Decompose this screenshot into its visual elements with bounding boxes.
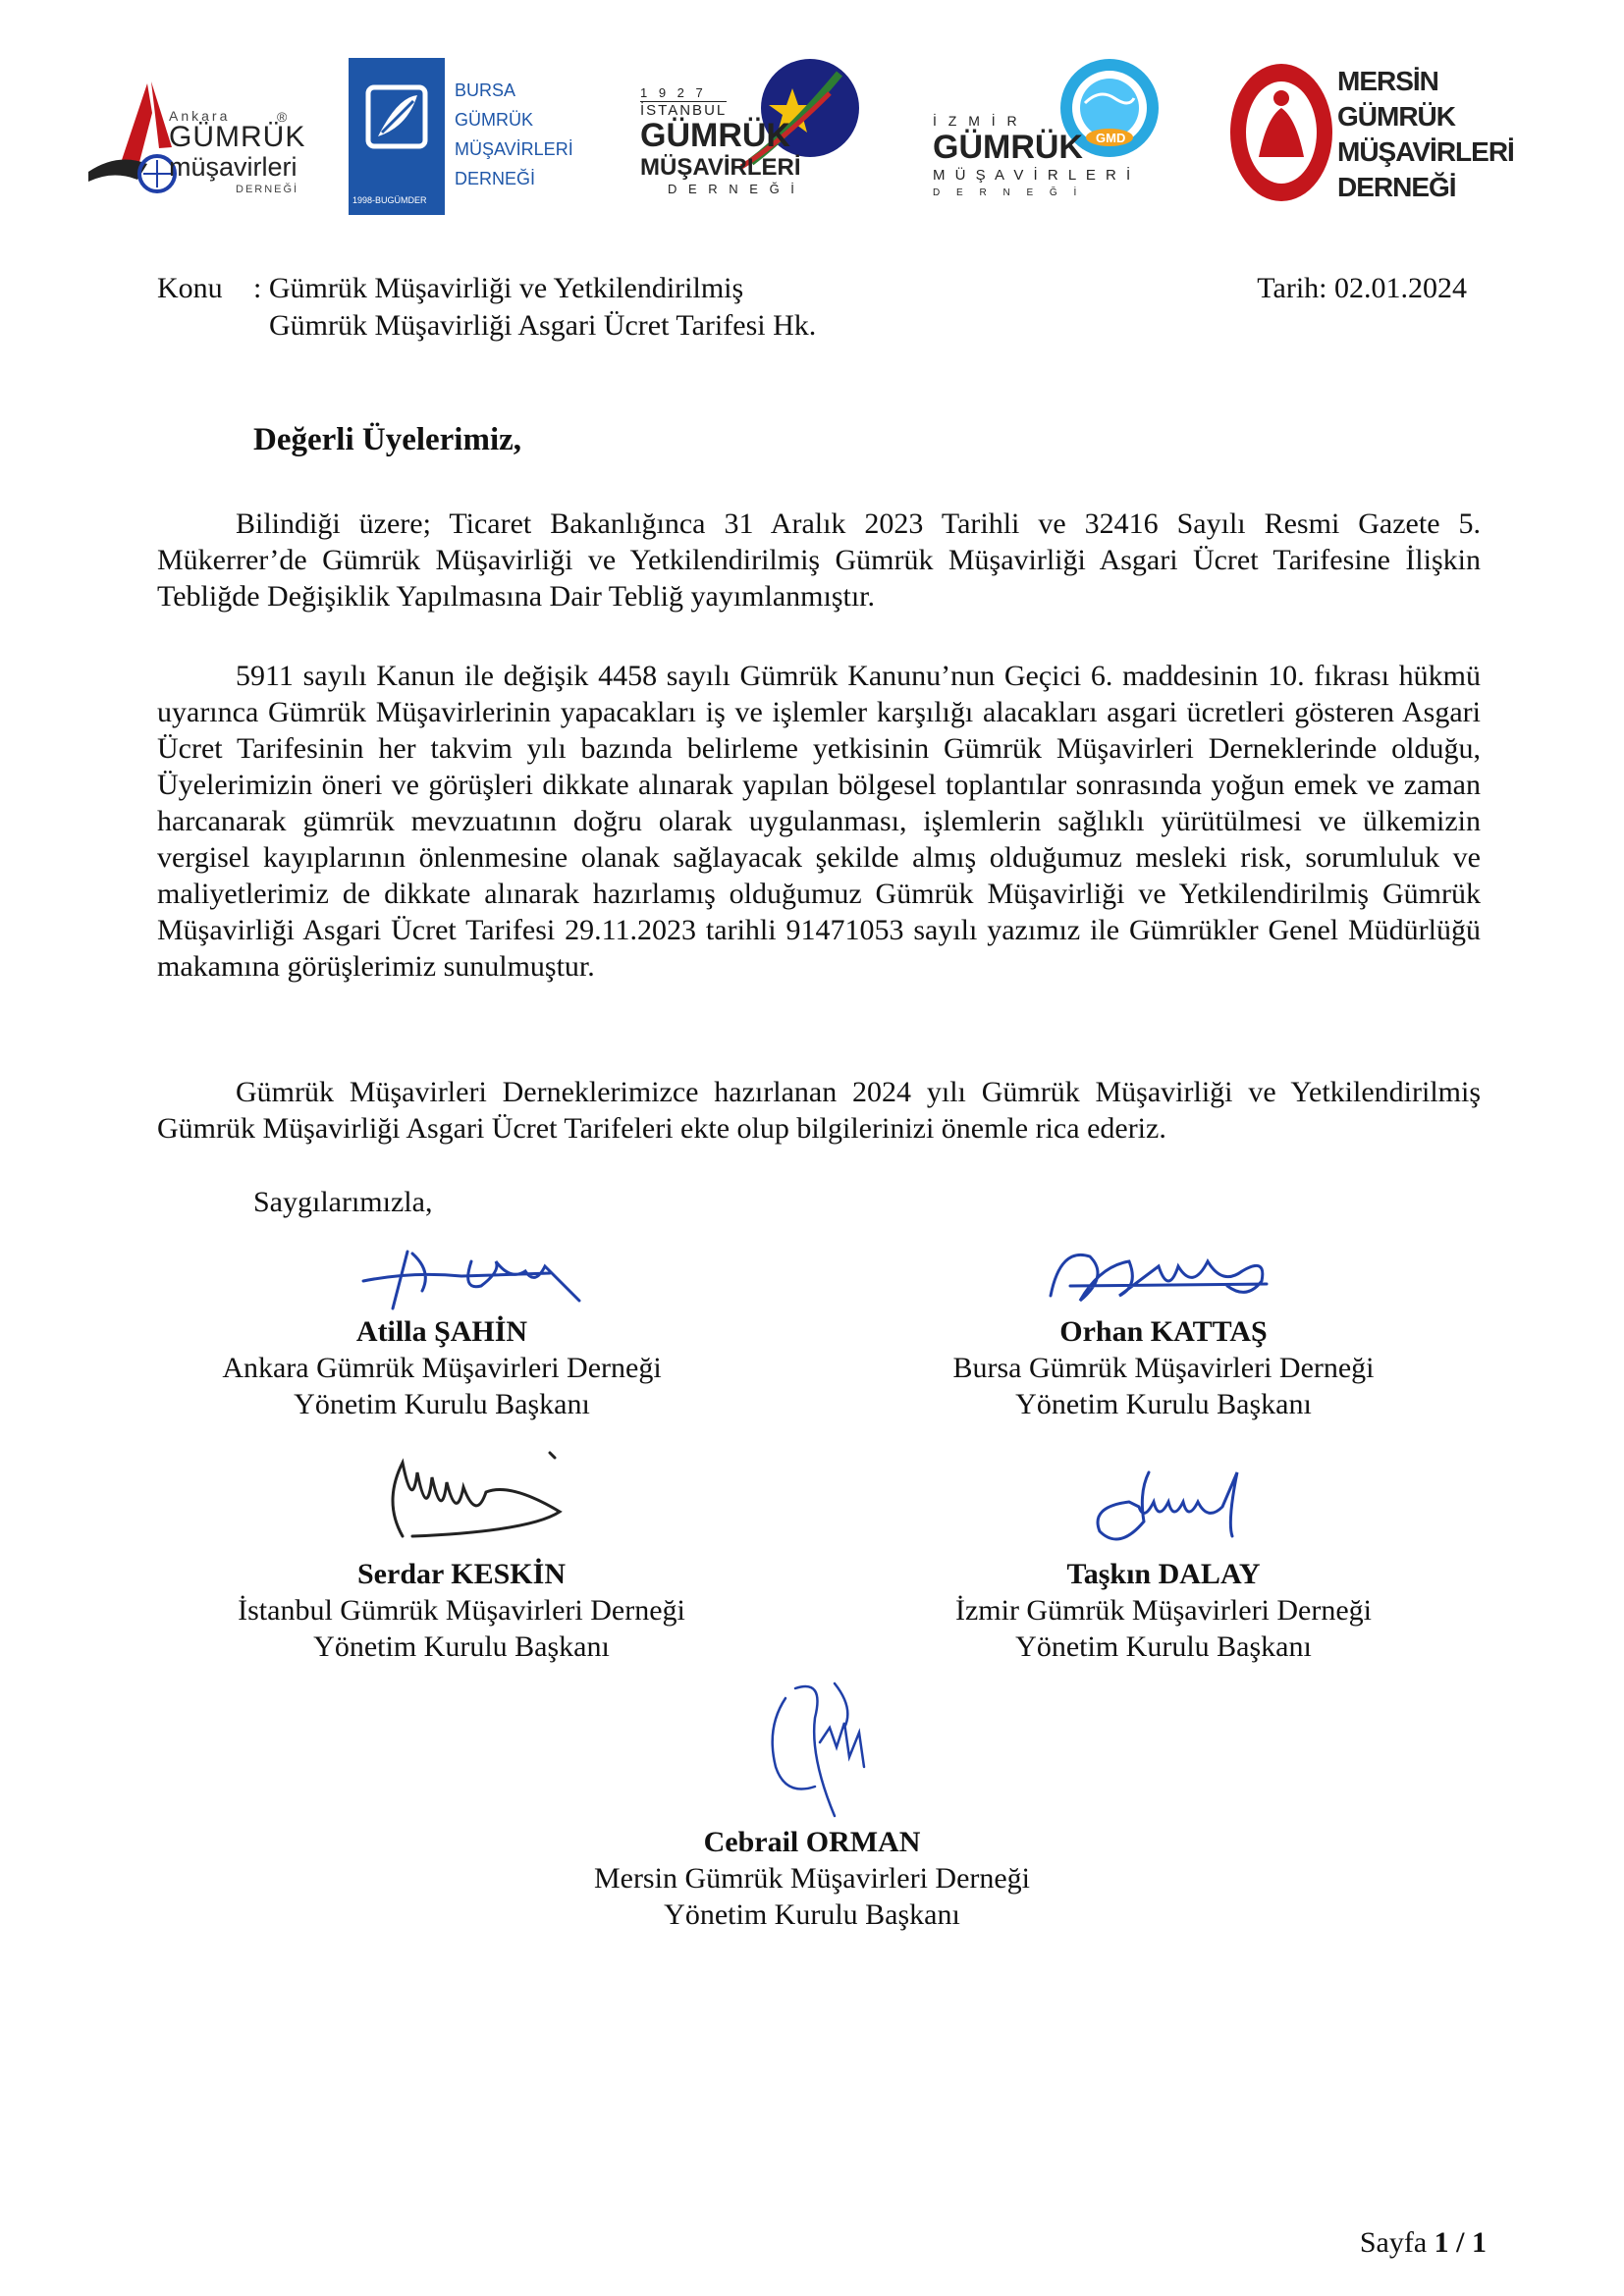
paragraph-1 bbox=[157, 506, 1481, 614]
signatory-5-title: Yönetim Kurulu Başkanı bbox=[664, 1898, 960, 1931]
bursa-line-4: DERNEĞİ bbox=[455, 169, 536, 188]
paragraph-2-text: 5911 sayılı Kanun ile değişik 4458 sayılı Gümrük Kanunu’nun Geçici 6. maddesinin 10. fıkrası hükmü uyarınca Gümrük Müşavirlerinin yapacakları iş ve işlemler karşılığı alacakları asgari ücretleri gösteren Asgari Ücret Tarifesinin her takvim yılı bazında belirleme yetkisinin Gümrük Müşavirleri Derneklerinde olduğu, Üyelerimizin öneri ve görüşleri dikkate alınarak yapılan bölgesel toplantılar sonrasında yoğun emek ve zaman harcanarak gümrük mevzuatının doğru olarak uygulanması, işlemlerin sağlıklı yürütülmesi ve ülkemizin vergisel kayıplarının önlenmesine olanak sağlayacak şekilde almış olduğumuz mesleki risk, sorumluluk ve maliyetlerimiz de dikkate alınarak hazırlamış olduğumuz Gümrük Müşavirliği ve Yetkilendirilmiş Gümrük Müşavirliği Asgari Ücret Tarifesi 29.11.2023 tarihli 91471053 sayılı yazımız ile Gümrükler Genel Müdürlüğü makamına görüşlerimiz sunulmuştur. bbox=[157, 660, 1481, 983]
page-label: Sayfa bbox=[1359, 2226, 1428, 2259]
header-logos bbox=[79, 54, 1514, 221]
mersin-logo bbox=[1227, 54, 1514, 221]
ankara-small-text: DERNEĞİ bbox=[236, 184, 299, 195]
bursa-year-text: 1998-BUGÜMDER bbox=[352, 195, 427, 205]
izmir-sub-text: M Ü Ş A V İ R L E R İ bbox=[933, 167, 1134, 184]
izmir-city-text: İ Z M İ R bbox=[933, 113, 1021, 129]
page-number bbox=[1360, 2224, 1487, 2261]
signatory-5-name: Cebrail ORMAN bbox=[703, 1826, 921, 1858]
page-separator: / bbox=[1456, 2226, 1465, 2259]
istanbul-logo bbox=[638, 54, 864, 221]
paragraph-1-text: Bilindiği üzere; Ticaret Bakanlığınca 31 Aralık 2023 Tarihli ve 32416 Sayılı Resmi Gazete 5. Mükerrer’de Gümrük Müşavirliği ve Yetkilendirilmiş Gümrük Müşavirliği Asgari Ücret Tarifesine İlişkin Tebliğde Değişiklik Yapılmasına Dair Tebliğ yayımlanmıştır. bbox=[157, 507, 1481, 613]
greeting: Değerli Üyelerimiz, bbox=[253, 422, 522, 457]
signatory-4-name: Taşkın DALAY bbox=[1066, 1558, 1261, 1590]
signatory-4-title: Yönetim Kurulu Başkanı bbox=[1015, 1630, 1312, 1663]
mersin-line-2: GÜMRÜK bbox=[1337, 101, 1455, 132]
signatory-3 bbox=[206, 1556, 717, 1665]
istanbul-sub-text: MÜŞAVİRLERİ bbox=[640, 154, 801, 181]
bursa-name bbox=[455, 76, 573, 193]
signatory-1-title: Yönetim Kurulu Başkanı bbox=[294, 1388, 590, 1420]
page-total: 1 bbox=[1472, 2226, 1487, 2259]
istanbul-small-text: D E R N E Ğ İ bbox=[668, 182, 798, 196]
signatory-3-name: Serdar KESKİN bbox=[357, 1558, 566, 1590]
bursa-logo bbox=[349, 54, 573, 221]
istanbul-city-text: İSTANBUL bbox=[640, 102, 728, 119]
ankara-reg-mark: ® bbox=[277, 109, 288, 125]
signature-atilla-sahin bbox=[353, 1232, 589, 1315]
page-current: 1 bbox=[1434, 2226, 1449, 2259]
istanbul-main-text: GÜMRÜK bbox=[640, 117, 790, 154]
subject-line-2: Gümrük Müşavirliği Asgari Ücret Tarifesi Hk. bbox=[269, 309, 817, 342]
subject-line-1: : Gümrük Müşavirliği ve Yetkilendirilmiş bbox=[253, 272, 744, 304]
signature-orhan-kattas bbox=[1031, 1227, 1286, 1320]
signatory-2-name: Orhan KATTAŞ bbox=[1059, 1315, 1268, 1348]
bursa-line-2: GÜMRÜK bbox=[455, 110, 533, 130]
signature-serdar-keskin bbox=[373, 1443, 589, 1551]
signatory-4 bbox=[908, 1556, 1419, 1665]
closing: Saygılarımızla, bbox=[253, 1186, 433, 1218]
bursa-line-1: BURSA bbox=[455, 80, 516, 100]
bursa-leaf-icon bbox=[349, 58, 445, 186]
izmir-small-text: D E R N E Ğ İ bbox=[933, 187, 1084, 198]
signatory-1 bbox=[187, 1313, 697, 1422]
ankara-logo bbox=[79, 54, 306, 221]
signatory-4-org: İzmir Gümrük Müşavirleri Derneği bbox=[954, 1594, 1373, 1627]
izmir-badge-text: GMD bbox=[1096, 131, 1126, 145]
ankara-main-text: GÜMRÜK bbox=[169, 121, 306, 153]
signatory-1-name: Atilla ŞAHİN bbox=[355, 1315, 528, 1348]
signature-taskin-dalay bbox=[1080, 1453, 1276, 1561]
signatory-3-org: İstanbul Gümrük Müşavirleri Derneği bbox=[238, 1594, 685, 1627]
istanbul-year-text: 1 9 2 7 bbox=[640, 85, 707, 100]
mersin-line-3: MÜŞAVİRLERİ bbox=[1337, 136, 1514, 167]
mersin-line-4: DERNEĞİ bbox=[1337, 172, 1456, 202]
document-date: Tarih: 02.01.2024 bbox=[1257, 272, 1467, 304]
mersin-emblem-icon bbox=[1227, 59, 1335, 206]
ankara-top-text: Ankara bbox=[169, 108, 231, 124]
subject-label: Konu bbox=[157, 272, 223, 304]
ankara-sub-text: müşavirleri bbox=[169, 152, 298, 182]
paragraph-3-text: Gümrük Müşavirleri Derneklerimizce hazırlanan 2024 yılı Gümrük Müşavirliği ve Yetkilendirilmiş Gümrük Müşavirliği Asgari Ücret Tarifeleri ekte olup bilgilerinizi önemle rica ederiz. bbox=[157, 1076, 1481, 1145]
signatory-5-org: Mersin Gümrük Müşavirleri Derneği bbox=[593, 1862, 1031, 1895]
paragraph-3 bbox=[157, 1074, 1481, 1147]
signatory-2-org: Bursa Gümrük Müşavirleri Derneği bbox=[952, 1352, 1375, 1384]
paragraph-2 bbox=[157, 658, 1481, 985]
signatory-5 bbox=[557, 1824, 1067, 1933]
bursa-emblem bbox=[349, 58, 445, 215]
signature-cebrail-orman bbox=[756, 1669, 903, 1836]
izmir-logo bbox=[933, 54, 1168, 221]
mersin-line-1: MERSİN bbox=[1337, 66, 1438, 96]
signatory-1-org: Ankara Gümrük Müşavirleri Derneği bbox=[222, 1352, 662, 1384]
signatory-3-title: Yönetim Kurulu Başkanı bbox=[313, 1630, 610, 1663]
bursa-line-3: MÜŞAVİRLERİ bbox=[455, 139, 573, 159]
izmir-main-text: GÜMRÜK bbox=[933, 129, 1083, 166]
mersin-name bbox=[1337, 64, 1514, 205]
signatory-2 bbox=[908, 1313, 1419, 1422]
signatory-2-title: Yönetim Kurulu Başkanı bbox=[1015, 1388, 1312, 1420]
